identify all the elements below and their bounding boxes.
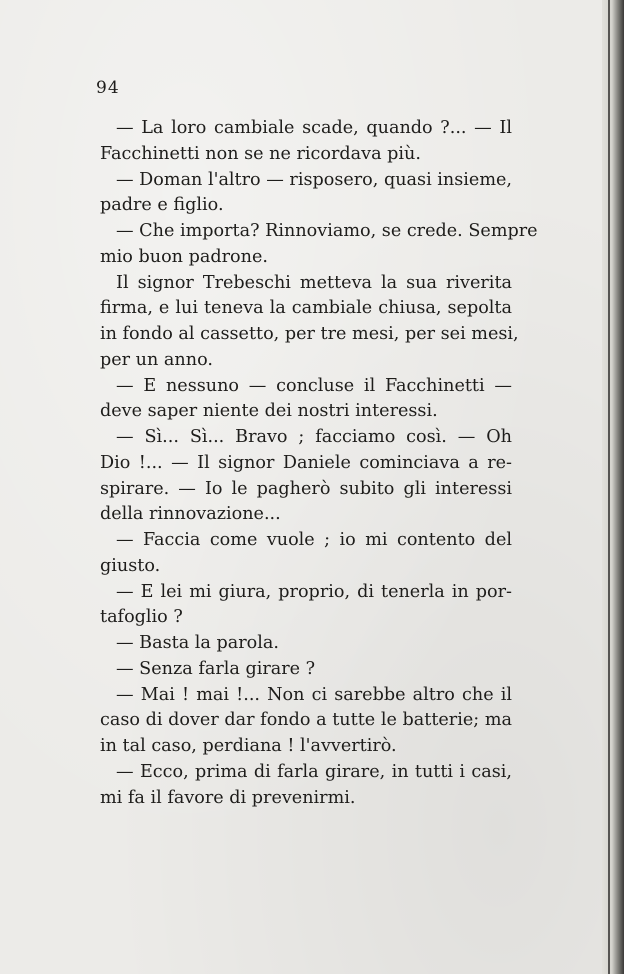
- text-line: in fondo al cassetto, per tre mesi, per sei mesi,: [100, 324, 519, 344]
- page-gutter-shadow: [602, 0, 624, 974]
- page-number: 94: [96, 78, 120, 98]
- text-line: — Mai ! mai !... Non ci sarebbe altro che il: [116, 684, 512, 705]
- text-line: mi fa il favore di prevenirmi.: [100, 787, 356, 808]
- text-line: in tal caso, perdiana ! l'avvertirò.: [100, 736, 397, 756]
- text-line: giusto.: [100, 555, 161, 576]
- text-line: — Doman l'altro — risposero, quasi insieme,: [116, 169, 513, 190]
- text-line: firma, e lui teneva la cambiale chiusa, sepolta: [100, 298, 512, 319]
- text-line: Il signor Trebeschi metteva la sua riverita: [116, 272, 512, 293]
- text-line: per un anno.: [100, 349, 213, 370]
- text-line: mio buon padrone.: [100, 246, 268, 267]
- text-line: — Che importa? Rinnoviamo, se crede. Sempre: [116, 221, 538, 241]
- body-text: [100, 116, 538, 811]
- text-line: — La loro cambiale scade, quando ?... — Il: [116, 118, 512, 138]
- text-line: — Ecco, prima di farla girare, in tutti i casi,: [116, 761, 512, 782]
- text-line: spirare. — Io le pagherò subito gli interessi: [100, 478, 512, 499]
- text-line: deve saper niente dei nostri interessi.: [100, 401, 438, 422]
- text-line: — E lei mi giura, proprio, di tenerla in por-: [116, 581, 512, 602]
- text-line: Facchinetti non se ne ricordava più.: [100, 143, 421, 164]
- text-line: — Faccia come vuole ; io mi contento del: [116, 530, 512, 550]
- text-line: della rinnovazione...: [100, 504, 281, 525]
- text-line: Dio !... — Il signor Daniele cominciava a re-: [100, 452, 512, 473]
- text-line: — Sì... Sì... Bravo ; facciamo così. — Oh: [116, 427, 512, 447]
- binding-edge: [608, 0, 610, 974]
- text-line: — E nessuno — concluse il Facchinetti —: [116, 375, 512, 396]
- text-line: — Senza farla girare ?: [116, 658, 316, 679]
- text-line: — Basta la parola.: [116, 633, 279, 653]
- text-line: caso di dover dar fondo a tutte le batterie; ma: [100, 710, 512, 731]
- text-line: tafoglio ?: [100, 607, 183, 628]
- text-line: padre e figlio.: [100, 195, 224, 216]
